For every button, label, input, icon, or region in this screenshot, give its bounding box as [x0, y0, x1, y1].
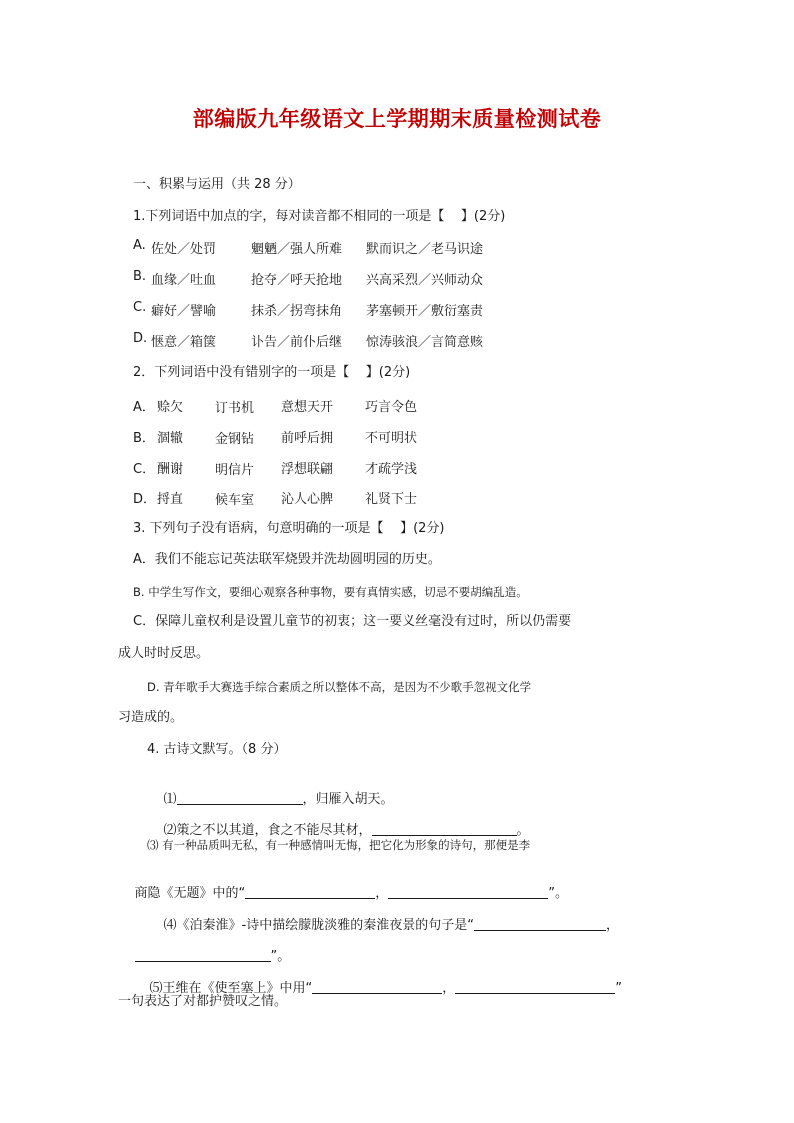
question-3-option-c: C．保障儿童权利是设置儿童节的初衷；这一要义丝毫没有过时，所以仍需要: [133, 614, 572, 629]
item-text: 。: [516, 823, 530, 838]
item-text: 商隐《无题》中的“: [134, 886, 246, 901]
option-word: 惊涛骇浪／言简意赅: [366, 335, 484, 350]
question-2-stem: 2．下列词语中没有错别字的一项是【 】(2分): [133, 365, 411, 380]
option-word: 意想天开: [281, 400, 334, 415]
answer-blank[interactable]: [372, 821, 517, 836]
option-label: B.: [133, 269, 147, 284]
item-number: ⑴: [163, 792, 177, 807]
option-word: 订书机: [215, 401, 255, 416]
answer-blank[interactable]: [245, 884, 375, 899]
option-label: A.: [133, 238, 146, 253]
item-text: ，: [442, 981, 456, 996]
option-word: 佐处／处罚: [151, 242, 217, 257]
option-label: C.: [133, 300, 147, 315]
option-word: 礼贤下士: [365, 492, 418, 507]
question-3-option-b: B. 中学生写作文，要细心观察各种事物，要有真情实感，切忌不要胡编乱造。: [133, 585, 528, 599]
answer-blank[interactable]: [312, 979, 442, 994]
option-label: D.: [133, 331, 148, 346]
question-3-option-d-continued: 习造成的。: [118, 710, 184, 725]
option-word: 沁人心脾: [281, 492, 334, 507]
option-label: C．: [133, 462, 156, 477]
item-text: ，: [605, 918, 619, 933]
question-3-stem: 3. 下列句子没有语病，句意明确的一项是【 】(2分): [133, 521, 445, 536]
answer-blank[interactable]: [474, 916, 606, 931]
option-word: 巧言令色: [365, 400, 418, 415]
question-3-option-c-continued: 成人时时反思。: [118, 646, 210, 661]
option-word: 金钢钻: [215, 432, 255, 447]
answer-blank[interactable]: [388, 884, 548, 899]
option-word: 明信片: [215, 463, 255, 478]
item-text: ”: [615, 981, 623, 996]
option-label: A．: [133, 400, 155, 415]
option-word: 赊欠: [157, 400, 184, 415]
page-title: 部编版九年级语文上学期期末质量检测试卷: [192, 106, 602, 131]
section-heading: 一、积累与运用（共 28 分）: [133, 177, 301, 192]
question-3-option-a: A．我们不能忘记英法联军烧毁并洗劫圆明园的历史。: [133, 552, 441, 567]
option-label: D．: [133, 492, 157, 507]
option-word: 癖好／譬喻: [151, 304, 217, 319]
option-word: 抹杀／拐弯抹角: [251, 304, 343, 319]
option-word: 兴高采烈／兴师动众: [366, 273, 484, 288]
option-word: 不可明状: [365, 431, 418, 446]
item-text: ⑷《泊秦淮》-诗中描绘朦胧淡雅的秦淮夜景的句子是“: [163, 918, 474, 933]
question-4-stem: 4. 古诗文默写。（8 分）: [147, 742, 287, 757]
poem-item-3: ⑶ 有一种品质叫无私，有一种感情叫无悔，把它化为形象的诗句，那便是李: [147, 838, 531, 852]
option-word: 抢夺／呼天抢地: [251, 273, 343, 288]
option-word: 候车室: [215, 493, 255, 508]
option-word: 惬意／箱箧: [151, 335, 217, 350]
option-label: B．: [133, 431, 155, 446]
item-text: ⑸王维在《使至塞上》中用“: [149, 981, 313, 996]
option-word: 讣告／前仆后继: [251, 335, 343, 350]
answer-blank[interactable]: [455, 979, 615, 994]
item-text: ”。: [270, 949, 291, 964]
option-word: 捋直: [157, 492, 184, 507]
item-text: ，: [375, 886, 389, 901]
answer-blank[interactable]: [135, 947, 271, 962]
option-word: 才疏学浅: [365, 462, 418, 477]
option-word: 茅塞顿开／敷衍塞责: [366, 304, 484, 319]
poem-item-5-continued: 一句表达了对都护赞叹之情。: [118, 994, 288, 1009]
option-word: 魍魉／强人所难: [251, 242, 343, 257]
option-word: 浮想联翩: [281, 462, 334, 477]
item-text: ，归雁入胡天。: [302, 792, 394, 807]
question-3-option-d: D. 青年歌手大赛选手综合素质之所以整体不高，是因为不少歌手忽视文化学: [147, 680, 532, 694]
item-text: ⑵策之不以其道，食之不能尽其材，: [163, 823, 372, 838]
option-word: 酬谢: [157, 462, 184, 477]
option-word: 血缘／吐血: [151, 273, 217, 288]
option-word: 前呼后拥: [281, 431, 334, 446]
item-text: ”。: [548, 886, 569, 901]
question-1-stem: 1.下列词语中加点的字，每对读音都不相同的一项是【 】(2分): [133, 209, 506, 224]
option-word: 涸辙: [157, 431, 184, 446]
option-word: 默而识之／老马识途: [366, 242, 484, 257]
